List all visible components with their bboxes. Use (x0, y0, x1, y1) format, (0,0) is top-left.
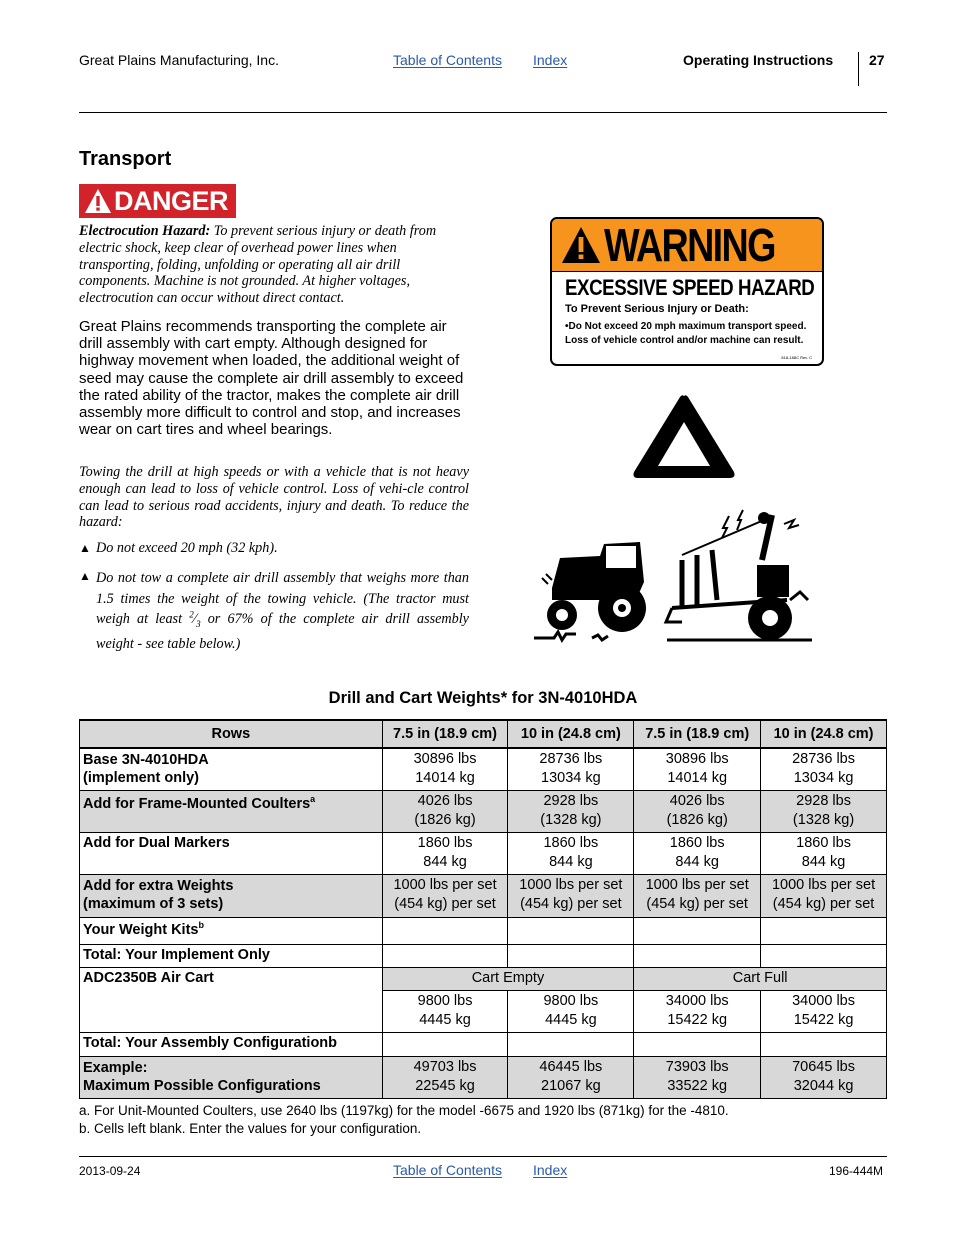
table-cell-blank[interactable] (761, 1032, 887, 1056)
warning-item: •Do Not exceed 20 mph maximum transport speed. Loss of vehicle control and/or machine can result. (565, 321, 807, 346)
body-paragraph: Great Plains recommends transporting the complete air drill assembly with cart empty. Although designed for highway movement when loaded, the additional weight of seed may cause the complete air drill assembly to exceed the rated ability of the tractor, makes the complete air drill assembly more difficult to control and stop, and increases wear on cart tires and wheel bearings. (79, 318, 464, 439)
cart-full-header: Cart Full (634, 967, 887, 990)
towing-paragraph: Towing the drill at high speeds or with a vehicle that is not heavy enough can lead to loss of vehicle control. Loss of vehi-cle control can lead to serious road accidents, injury and death. To reduce the hazard: (79, 464, 469, 531)
row-label (80, 1056, 383, 1098)
bullet-triangle-icon: ▲ (79, 541, 91, 555)
table-row (80, 1032, 887, 1056)
warning-sign (550, 217, 824, 366)
footnote-marker: a (310, 793, 316, 804)
table-title: Drill and Cart Weights* for 3N-4010HDA (328, 689, 638, 707)
footnote-b: b. Cells left blank. Enter the values for your configuration. (79, 1121, 422, 1136)
fraction-numerator: 2 (189, 609, 194, 620)
warning-text: WARNING (604, 219, 775, 271)
row-label: Add for Frame-Mounted Coulters$^a$ (80, 790, 383, 832)
danger-text: DANGER (114, 185, 229, 216)
row-label-line: (maximum of 3 sets) (83, 895, 224, 912)
bullet-triangle-icon: ▲ (79, 569, 91, 583)
footer-rule (79, 1156, 887, 1157)
table-row (80, 1056, 887, 1098)
table-cell: 2928 lbs (1328 kg) (508, 790, 634, 832)
row-label: Your Weight Kits$^b$ (80, 917, 383, 944)
table-cell: 49703 lbs 22545 kg (382, 1056, 508, 1098)
table-cell-blank[interactable] (761, 944, 887, 967)
warning-header (552, 219, 822, 272)
table-cell-blank[interactable] (508, 917, 634, 944)
table-cell-blank[interactable] (382, 1032, 508, 1056)
header-divider (858, 52, 859, 86)
table-row (80, 944, 887, 967)
row-label: Add for Dual Markers (80, 832, 383, 874)
header-rule (79, 112, 887, 113)
row-label-line: Maximum Possible Configurations (83, 1077, 321, 1094)
table-cell-blank[interactable] (382, 917, 508, 944)
table-header: 7.5 in (18.9 cm) (382, 720, 508, 748)
table-cell-blank[interactable] (634, 917, 761, 944)
row-label-line: Add for extra Weights (83, 877, 234, 894)
table-cell: 1000 lbs per set (454 kg) per set (382, 874, 508, 917)
table-cell: 30896 lbs 14014 kg (382, 748, 508, 790)
warning-triangle-icon (560, 225, 602, 265)
table-row (80, 790, 887, 832)
table-cell: 28736 lbs 13034 kg (508, 748, 634, 790)
table-row (80, 967, 887, 990)
row-label (80, 874, 383, 917)
warning-instruction: To Prevent Serious Injury or Death: (565, 303, 749, 315)
danger-label (79, 184, 236, 218)
table-cell: 1000 lbs per set (454 kg) per set (634, 874, 761, 917)
section-name: Operating Instructions (683, 52, 834, 68)
footnote-a: a. For Unit-Mounted Coulters, use 2640 lbs (1197kg) for the model -6675 and 1920 lbs (871kg) for the -4810. (79, 1103, 729, 1118)
table-header-row (80, 720, 887, 748)
bullet-2-text-b: or 67% of the complete air drill assembly weight - see table below.) (96, 611, 469, 653)
row-label (80, 748, 383, 790)
table-cell: 1000 lbs per set (454 kg) per set (761, 874, 887, 917)
warning-triangle-icon (83, 187, 113, 215)
row-label: Total: Your Assembly Configurationb (80, 1032, 383, 1056)
bullet-2: Do not tow a complete air drill assembly that weighs more than 1.5 times the weight of the towing vehicle. (The tractor must weigh at least $^2⁄_3$ or 67% of the complete air drill assembly weight - see table below.) (96, 570, 469, 653)
warning-item-text: Do Not exceed 20 mph maximum transport speed. Loss of vehicle control and/or machine can result. (565, 321, 807, 346)
footer-date: 2013-09-24 (79, 1164, 141, 1178)
slow-moving-vehicle-triangle-icon (630, 392, 738, 482)
table-header: 7.5 in (18.9 cm) (634, 720, 761, 748)
cart-empty-header: Cart Empty (382, 967, 634, 990)
page-number: 27 (869, 52, 885, 68)
tractor-powerline-illustration (532, 500, 817, 650)
table-header: 10 in (24.8 cm) (761, 720, 887, 748)
table-cell: 70645 lbs 32044 kg (761, 1056, 887, 1098)
table-cell-blank[interactable] (634, 944, 761, 967)
hazard-text: To prevent serious injury or death from electric shock, keep clear of overhead power lines when transporting, folding, unfolding or operating all air drill components. Machine is not grounded. At higher voltages, electrocution can occur without direct contact. (79, 223, 437, 307)
table-cell: 30896 lbs 14014 kg (634, 748, 761, 790)
table-cell: 1860 lbs 844 kg (634, 832, 761, 874)
bullet-2-text-a: Do not tow a complete air drill assembly that weighs more than 1.5 times the weight of the towing vehicle. (The tractor must weigh at least (96, 570, 469, 627)
row-label: Total: Your Implement Only (80, 944, 383, 967)
table-cell: 4026 lbs (1826 kg) (634, 790, 761, 832)
row-label-line: Example: (83, 1059, 148, 1076)
table-cell: 1860 lbs 844 kg (508, 832, 634, 874)
table-cell-blank[interactable] (634, 1032, 761, 1056)
table-cell-blank[interactable] (508, 1032, 634, 1056)
danger-paragraph (79, 223, 471, 307)
table-cell: 28736 lbs 13034 kg (761, 748, 887, 790)
table-cell: 4026 lbs (1826 kg) (382, 790, 508, 832)
footnote-marker: b (198, 919, 204, 930)
fraction-denominator: 3 (196, 618, 201, 629)
table-row (80, 832, 887, 874)
doc-number: 196-444M (829, 1164, 884, 1178)
row-label-line: Base 3N-4010HDA (83, 752, 209, 768)
section-title: Transport (79, 148, 172, 170)
toc-link-footer[interactable]: Table of Contents (393, 1162, 502, 1178)
table-header: Rows (80, 720, 383, 748)
table-cell: 9800 lbs 4445 kg (508, 990, 634, 1032)
table-cell: 1000 lbs per set (454 kg) per set (508, 874, 634, 917)
row-label-line: (implement only) (83, 770, 200, 786)
table-row (80, 874, 887, 917)
weights-table (79, 719, 887, 1099)
table-cell: 34000 lbs 15422 kg (761, 990, 887, 1032)
table-cell-blank[interactable] (382, 944, 508, 967)
index-link-footer[interactable]: Index (533, 1162, 568, 1178)
table-row (80, 917, 887, 944)
table-header: 10 in (24.8 cm) (508, 720, 634, 748)
row-label: ADC2350B Air Cart (80, 967, 383, 1032)
index-link-header[interactable]: Index (533, 52, 568, 68)
table-cell: 46445 lbs 21067 kg (508, 1056, 634, 1098)
company-name: Great Plains Manufacturing, Inc. (79, 52, 279, 68)
table-cell: 9800 lbs 4445 kg (382, 990, 508, 1032)
table-cell: 34000 lbs 15422 kg (634, 990, 761, 1032)
table-cell-blank[interactable] (508, 944, 634, 967)
table-cell: 2928 lbs (1328 kg) (761, 790, 887, 832)
warning-subtitle: EXCESSIVE SPEED HAZARD (565, 275, 815, 300)
hazard-title: Electrocution Hazard: (79, 223, 211, 239)
table-cell: 73903 lbs 33522 kg (634, 1056, 761, 1098)
table-cell: 1860 lbs 844 kg (761, 832, 887, 874)
table-row (80, 748, 887, 790)
warning-part-number: 818-188C Rev. C (781, 355, 812, 360)
table-cell: 1860 lbs 844 kg (382, 832, 508, 874)
toc-link-header[interactable]: Table of Contents (393, 52, 502, 68)
bullet-1: Do not exceed 20 mph (32 kph). (96, 540, 278, 556)
table-cell-blank[interactable] (761, 917, 887, 944)
